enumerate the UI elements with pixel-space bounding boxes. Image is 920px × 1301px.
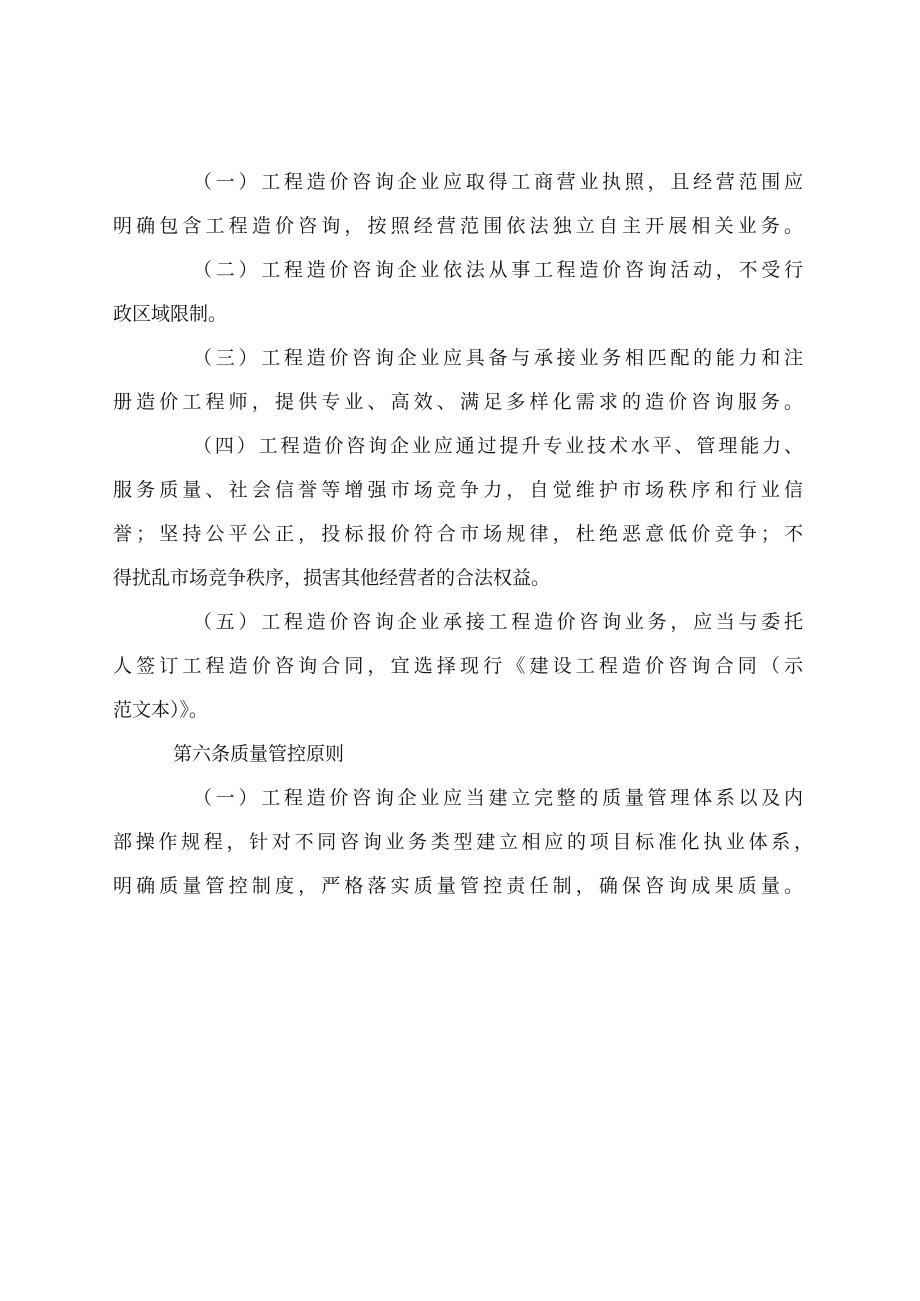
paragraph-line: （五）工程造价咨询企业承接工程造价咨询业务，应当与委托 bbox=[193, 611, 803, 633]
paragraph-line: （四）工程造价咨询企业应通过提升专业技术水平、管理能力、 bbox=[193, 435, 803, 457]
paragraph-line: 誉；坚持公平公正，投标报价符合市场规律，杜绝恶意低价竞争；不 bbox=[113, 523, 803, 545]
paragraph-line: 部操作规程，针对不同咨询业务类型建立相应的项目标准化执业体系， bbox=[113, 831, 813, 853]
paragraph-line: 范文本）》。 bbox=[113, 699, 209, 721]
paragraph-line: 得扰乱市场竞争秩序，损害其他经营者的合法权益。 bbox=[113, 567, 551, 589]
paragraph-line: 政区域限制。 bbox=[113, 303, 228, 325]
paragraph-line: 明确包含工程造价咨询，按照经营范围依法独立自主开展相关业务。 bbox=[113, 215, 803, 237]
paragraph-line: （一）工程造价咨询企业应当建立完整的质量管理体系以及内 bbox=[193, 787, 803, 809]
paragraph-line: （三）工程造价咨询企业应具备与承接业务相匹配的能力和注 bbox=[193, 347, 803, 369]
section-heading: 第六条质量管控原则 bbox=[173, 743, 345, 765]
paragraph-line: 明确质量管控制度，严格落实质量管控责任制，确保咨询成果质量。 bbox=[113, 875, 803, 897]
paragraph-line: 服务质量、社会信誉等增强市场竞争力，自觉维护市场秩序和行业信 bbox=[113, 479, 803, 501]
paragraph-line: （一）工程造价咨询企业应取得工商营业执照，且经营范围应 bbox=[193, 171, 803, 193]
paragraph-line: 人签订工程造价咨询合同，宜选择现行《建设工程造价咨询合同（示 bbox=[113, 655, 803, 677]
paragraph-line: 册造价工程师，提供专业、高效、满足多样化需求的造价咨询服务。 bbox=[113, 391, 803, 413]
paragraph-line: （二）工程造价咨询企业依法从事工程造价咨询活动，不受行 bbox=[193, 259, 803, 281]
